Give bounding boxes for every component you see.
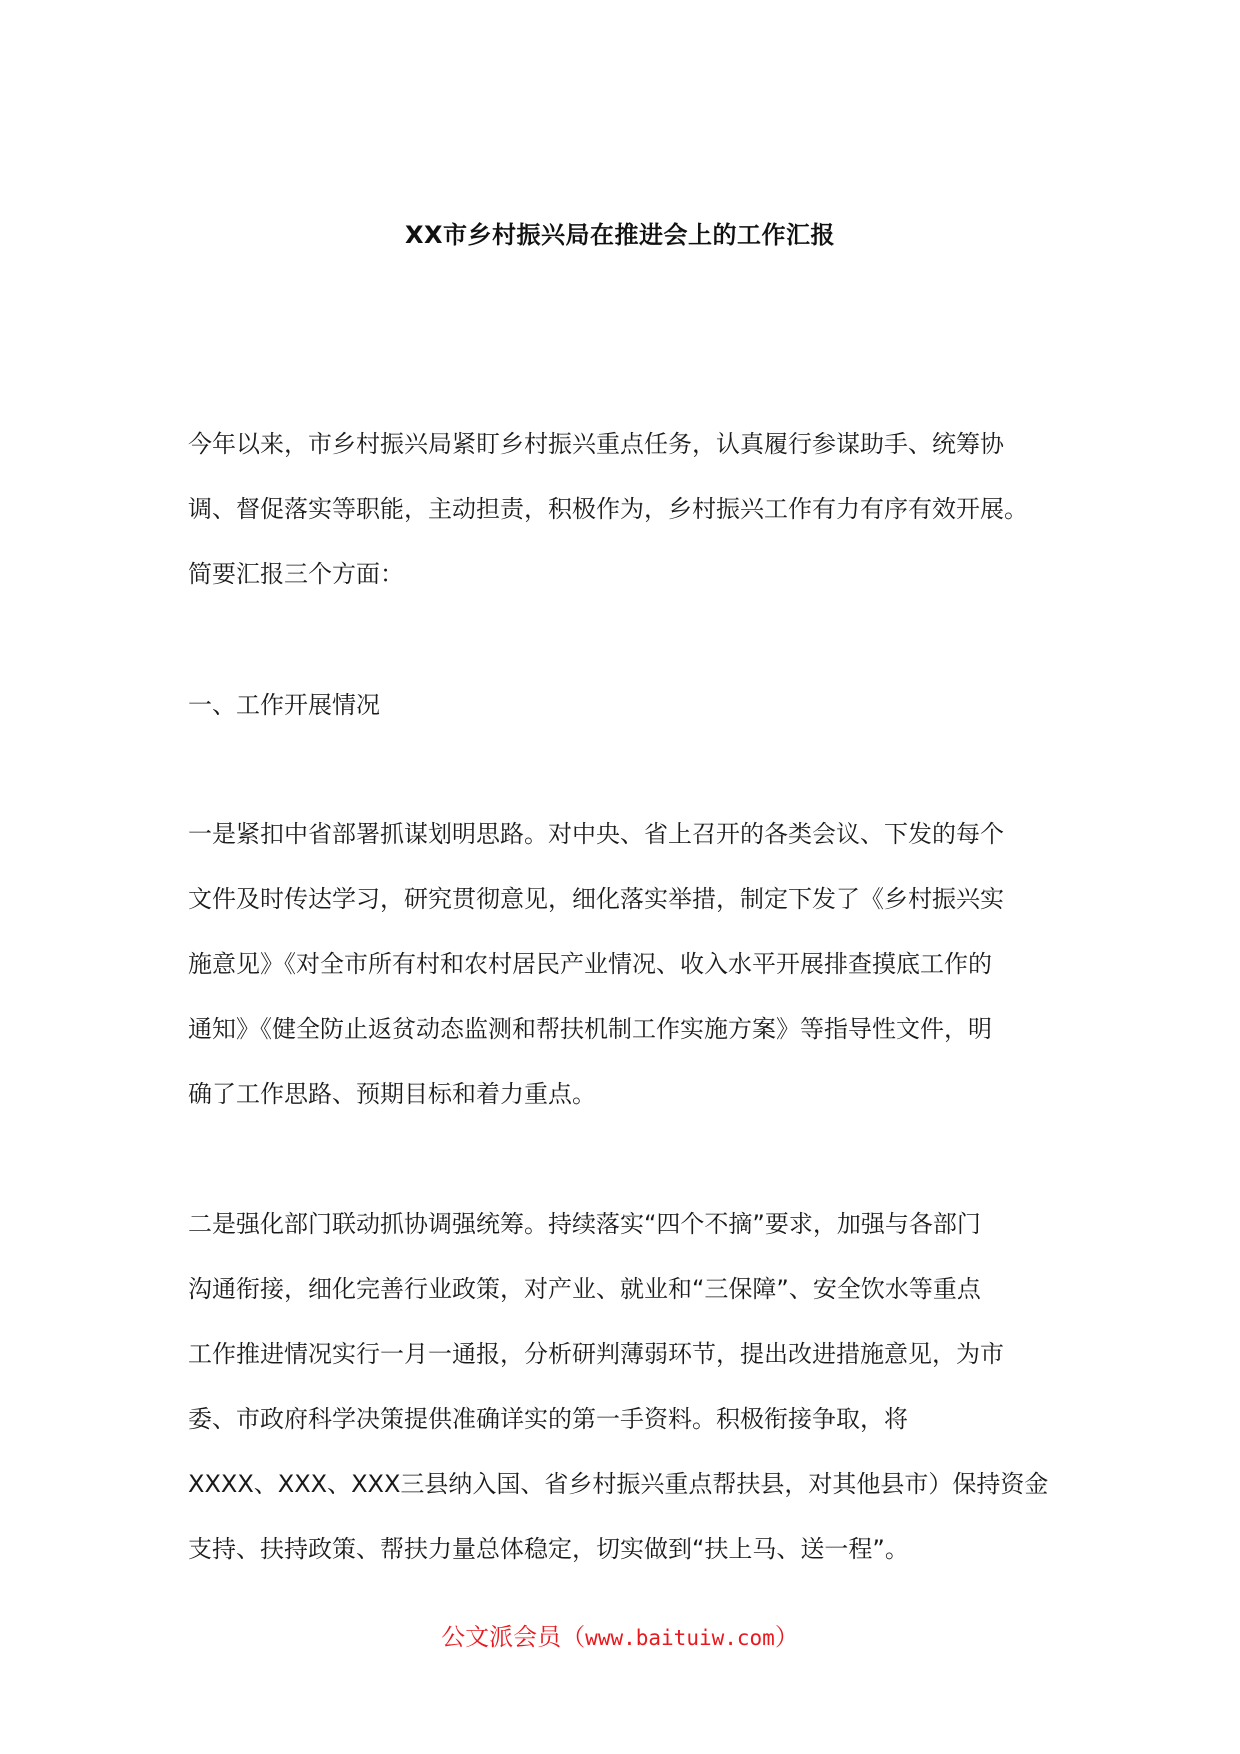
paragraph-line: 文件及时传达学习，研究贯彻意见，细化落实举措，制定下发了《乡村振兴实 [188, 885, 1004, 913]
paragraph-line: 支持、扶持政策、帮扶力量总体稳定，切实做到“扶上马、送一程”。 [188, 1535, 909, 1563]
intro-line: 简要汇报三个方面： [188, 560, 404, 588]
paragraph-line: 工作推进情况实行一月一通报，分析研判薄弱环节，提出改进措施意见，为市 [188, 1340, 1004, 1368]
paragraph-line: 通知》《健全防止返贫动态监测和帮扶机制工作实施方案》等指导性文件，明 [188, 1015, 992, 1043]
document-title: XX市乡村振兴局在推进会上的工作汇报 [404, 221, 835, 249]
footer-url-link[interactable]: www.baituiw.com [585, 1626, 775, 1650]
intro-paragraph [188, 412, 1068, 607]
paragraph-line: 施意见》《对全市所有村和农村居民产业情况、收入水平开展排查摸底工作的 [188, 950, 992, 978]
paragraph-line: 二是强化部门联动抓协调强统筹。持续落实“四个不摘”要求，加强与各部门 [188, 1210, 981, 1238]
paragraph-line: XXXX、XXX、XXX三县纳入国、省乡村振兴重点帮扶县，对其他县市）保持资金 [188, 1470, 1049, 1498]
paragraph-one [188, 802, 1068, 1127]
footer-label: 公文派会员（ [441, 1623, 586, 1651]
paragraph-line: 一是紧扣中省部署抓谋划明思路。对中央、省上召开的各类会议、下发的每个 [188, 820, 1004, 848]
paragraph-two [188, 1192, 1068, 1582]
paragraph-line: 沟通衔接，细化完善行业政策，对产业、就业和“三保障”、安全饮水等重点 [188, 1275, 981, 1303]
intro-line: 调、督促落实等职能，主动担责，积极作为，乡村振兴工作有力有序有效开展。 [188, 495, 1028, 523]
intro-line: 今年以来，市乡村振兴局紧盯乡村振兴重点任务，认真履行参谋助手、统筹协 [188, 430, 1004, 458]
paragraph-line: 委、市政府科学决策提供准确详实的第一手资料。积极衔接争取，将 [188, 1405, 908, 1433]
paragraph-line: 确了工作思路、预期目标和着力重点。 [188, 1080, 596, 1108]
section-heading: 一、工作开展情况 [188, 691, 380, 719]
footer-watermark [0, 1620, 1240, 1655]
footer-close: ） [774, 1623, 799, 1651]
